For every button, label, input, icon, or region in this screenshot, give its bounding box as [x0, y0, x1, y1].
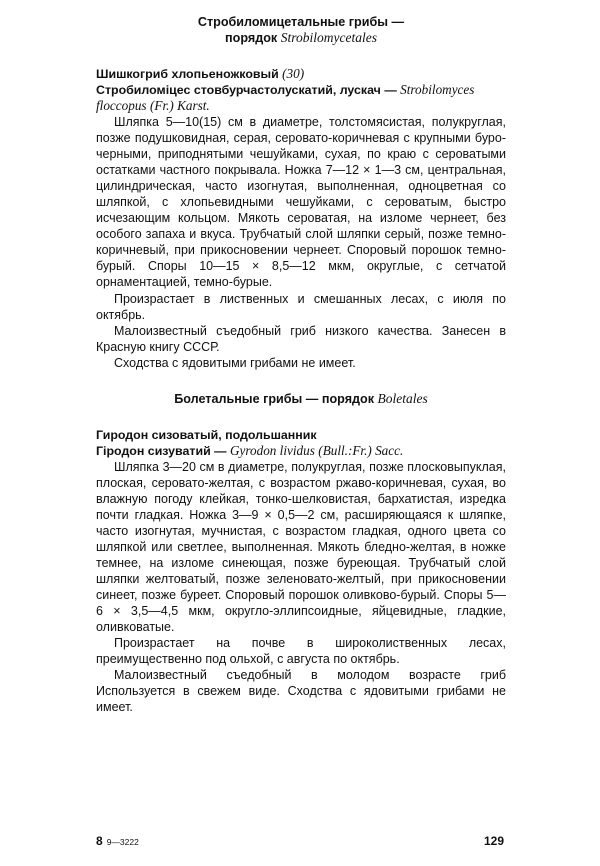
- section-heading-line1: Стробиломицетальные грибы —: [197, 15, 405, 29]
- species-synonyms: Стробиломіцес стовбурчастолускатий, лускач —: [96, 83, 401, 97]
- section-heading-order-word: порядок: [225, 31, 281, 45]
- species-synonyms-line: [96, 443, 506, 459]
- species-latin-name: Gyrodon lividus: [229, 442, 315, 458]
- species-edibility: Малоизвестный съедобный гриб низкого качества. Занесен в Красную книгу СССР.: [96, 323, 506, 354]
- species-authors: (Fr.) Karst.: [150, 98, 210, 113]
- section-heading-latin: Strobilomycetales: [280, 30, 377, 45]
- section-heading-strobilomycetales: [96, 14, 506, 46]
- signature-number: 8: [96, 834, 103, 848]
- section-heading-boletales: [96, 391, 506, 407]
- species-synonyms-line: [96, 82, 506, 114]
- species-heading-gyrodon: [96, 427, 506, 443]
- species-usage: Малоизвестный съедобный в молодом возрасте гриб Используется в свежем виде. Сходства с ядовитыми грибами не имеет.: [96, 668, 506, 715]
- species-synonyms: Гіродон сизуватий —: [96, 443, 230, 458]
- species-plate-number: (30): [282, 66, 305, 81]
- page-number: 129: [483, 834, 504, 848]
- section-heading-line2: [96, 30, 506, 46]
- species-common-name: Гиродон сизоватый, подольшанник: [96, 427, 317, 442]
- species-heading-strobilomyces: [96, 66, 506, 82]
- page-footer: [96, 834, 506, 850]
- species-habitat: Произрастает в лиственных и смешанных лесах, с июля по октябрь.: [96, 291, 506, 322]
- species-latin-name: Strobilomyces floccopus: [96, 82, 475, 113]
- species-description: Шляпка 3—20 см в диаметре, полукруглая, позже плосковыпуклая, плоская, серовато-желтая, с возрастом ржаво-коричневая, сухая, во влажную погоду клейкая, тонко-шелковистая, бархатистая, изредка почти гладкая. Ножка 3—9 × 0,5—2 см, расширяющаяся к шляпке, часто изогнутая, мучнистая, с возрастом гладкая, одного цвета со шляпкой или светлее, выполненная. Мякоть бледно-желтая, в ножке темнее, на изломе синеющая, позже буреющая. Трубчатый слой шляпки желтоватый, позже зеленовато-желтый, при прикосновении синеет, позже буреет. Споровый порошок оливково-бурый. Споры 5—6 × 3,5—4,5 мкм, округло-эллипсоидные, яйцевидные, гладкие, оливковатые.: [96, 459, 506, 635]
- species-habitat: Произрастает на почве в широколиственных лесах, преимущественно под ольхой, с августа по октябрь.: [96, 636, 506, 667]
- species-description: Шляпка 5—10(15) см в диаметре, толстомясистая, полукруглая, позже подушковидная, серая, серовато-коричневая с крупными буро-черными, приподнятыми чешуйками, сухая, по краю с сероватыми остатками частного покрывала. Ножка 7—12 × 1—3 см, центральная, цилиндрическая, часто изогнутая, выполненная, одноцветная со шляпкой, с хлопьевидными чешуйками, с сероватым, быстро исчезающим кольцом. Мякоть сероватая, на изломе чернеет, без особого запаха и вкуса. Трубчатый слой шляпки серый, позже темно-коричневый, при прикосновении чернеет. Споровый порошок темно-бурый. Споры 10—15 × 8,5—12 мкм, округлые, с сетчатой орнаментацией, темно-бурые.: [96, 115, 506, 290]
- page-content: [96, 14, 506, 716]
- signature-code: 9—3222: [106, 837, 139, 847]
- species-similarity: Сходства с ядовитыми грибами не имеет.: [114, 355, 356, 370]
- species-common-name: Шишкогриб хлопьеножковый: [96, 67, 279, 81]
- section-heading-latin: Boletales: [377, 390, 428, 406]
- species-authors: (Bull.:Fr.) Sacc.: [318, 442, 404, 458]
- section-heading-text: Болетальные грибы — порядок: [174, 391, 378, 406]
